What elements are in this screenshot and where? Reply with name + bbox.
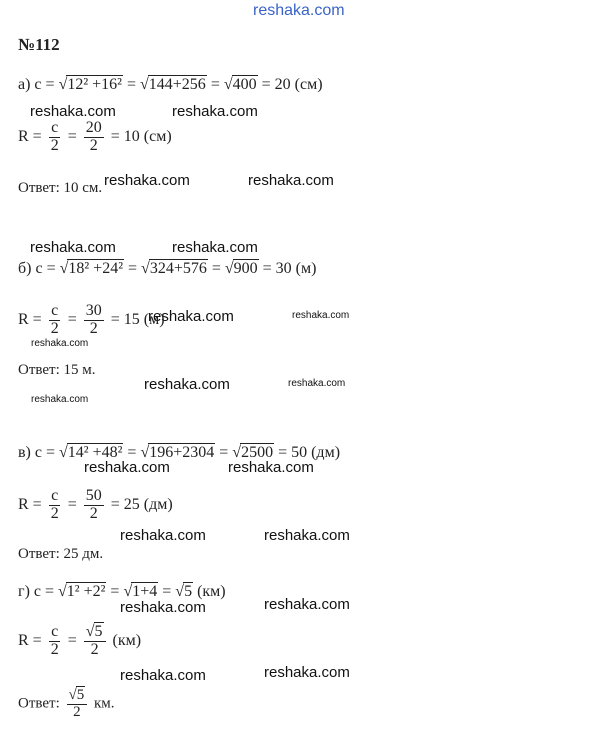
watermark: reshaka.com — [172, 103, 258, 120]
watermark: reshaka.com — [144, 376, 230, 393]
watermark: reshaka.com — [264, 664, 350, 681]
part-d-radius: R = $\frac{c}{2}$ = $\frac{√5}{2}$ (км) — [18, 623, 142, 658]
watermark: reshaka.com — [264, 596, 350, 613]
watermark: reshaka.com — [120, 599, 206, 616]
watermark: reshaka.com — [84, 459, 170, 476]
part-c-answer: Ответ: 25 дм. — [18, 546, 104, 562]
part-b-radius: R = $\frac{c}{2}$ = $\frac{30}{2}$ = 15 (м) — [18, 302, 165, 337]
problem-title: №112 — [18, 35, 60, 54]
part-c-equation: в) c = √14² +48² = √196+2304 = √2500 = 50 (дм) — [18, 444, 341, 461]
part-a-answer: Ответ: 10 см. — [18, 180, 103, 196]
part-d-equation: г) c = √1² +2² = √1+4 = √5 (км) — [18, 583, 226, 600]
watermark: reshaka.com — [30, 103, 116, 120]
part-b-equation: б) c = √18² +24² = √324+576 = √900 = 30 (м) — [18, 260, 317, 277]
watermark: reshaka.com — [120, 527, 206, 544]
watermark: reshaka.com — [31, 394, 89, 405]
part-d-answer: Ответ: $\frac{√5}{2}$ км. — [18, 687, 115, 720]
watermark: reshaka.com — [228, 459, 314, 476]
part-b-answer: Ответ: 15 м. — [18, 362, 96, 378]
watermark: reshaka.com — [31, 338, 89, 349]
watermark: reshaka.com — [264, 527, 350, 544]
part-c-radius: R = $\frac{c}{2}$ = $\frac{50}{2}$ = 25 (дм) — [18, 487, 173, 522]
watermark: reshaka.com — [148, 308, 234, 325]
watermark: reshaka.com — [248, 172, 334, 189]
part-a-radius: R = $\frac{c}{2}$ = $\frac{20}{2}$ = 10 (см) — [18, 119, 172, 154]
watermark: reshaka.com — [288, 378, 346, 389]
watermark: reshaka.com — [292, 310, 350, 321]
watermark: reshaka.com — [104, 172, 190, 189]
part-a-equation: а) c = √12² +16² = √144+256 = √400 = 20 (см) — [18, 76, 323, 93]
watermark: reshaka.com — [172, 239, 258, 256]
watermark: reshaka.com — [120, 667, 206, 684]
watermark: reshaka.com — [30, 239, 116, 256]
watermark: reshaka.com — [253, 2, 345, 19]
